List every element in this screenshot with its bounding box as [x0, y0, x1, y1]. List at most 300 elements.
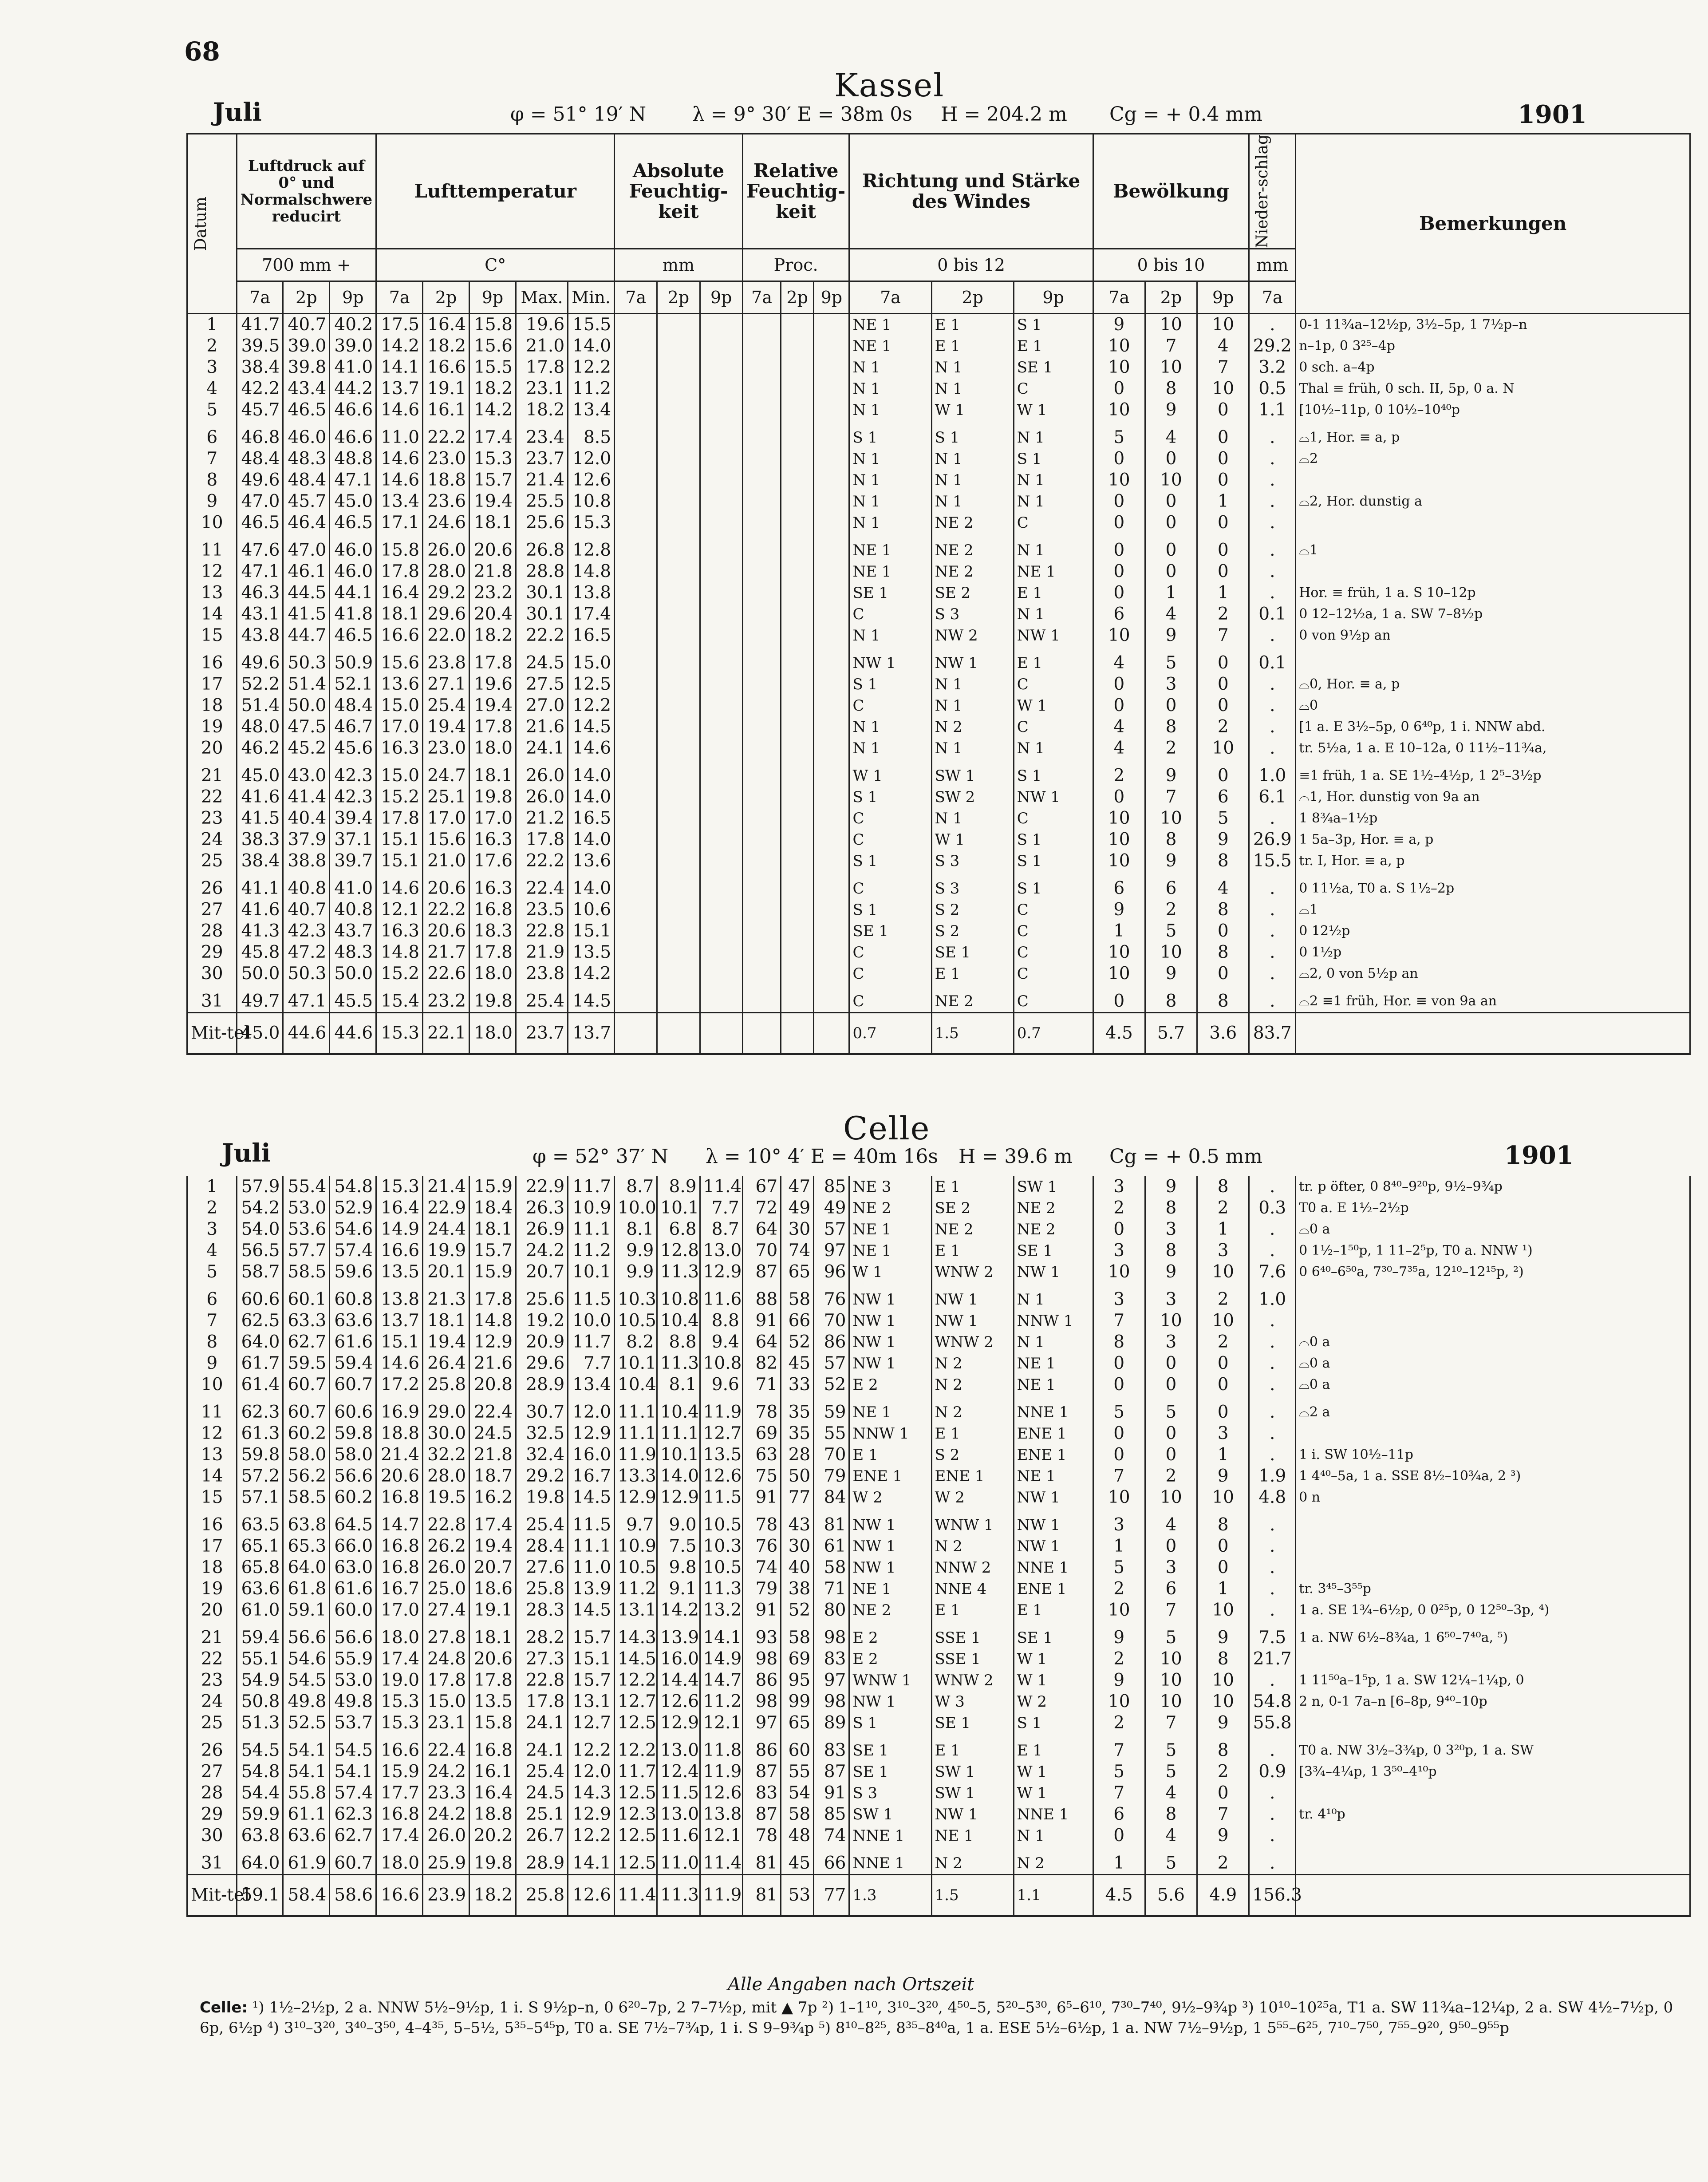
- table-cell: 8: [187, 1332, 237, 1353]
- table-cell: 83.7: [1249, 1012, 1296, 1054]
- table-cell: 8: [1197, 899, 1249, 921]
- table-cell: [814, 427, 849, 448]
- table-cell: 15.3: [568, 512, 615, 534]
- gap-cell: [330, 984, 376, 991]
- table-cell: 14: [187, 604, 237, 625]
- table-cell: 17.8: [376, 808, 423, 829]
- table-cell: 63: [742, 1444, 781, 1466]
- table-cell: n–1p, 0 3²⁵–4p: [1296, 336, 1690, 357]
- table-cell: 20.6: [376, 1466, 423, 1487]
- table-cell: E 2: [849, 1648, 931, 1670]
- table-cell: 2: [1145, 1466, 1197, 1487]
- gap-cell: [931, 646, 1014, 652]
- table-cell: 24.6: [423, 512, 469, 534]
- table-cell: 1: [1197, 582, 1249, 604]
- table-row: [187, 1261, 1690, 1283]
- gap-cell: [330, 421, 376, 427]
- table-cell: [742, 378, 781, 399]
- table-cell: [814, 512, 849, 534]
- table-cell: [615, 652, 657, 674]
- celle-station-title: Celle: [843, 1110, 931, 1147]
- table-row: [187, 1578, 1690, 1600]
- table-cell: 9: [1197, 1825, 1249, 1846]
- table-cell: 40.4: [283, 808, 330, 829]
- table-cell: 20: [187, 1600, 237, 1621]
- table-cell: 10: [1093, 470, 1145, 491]
- table-cell: 63.6: [283, 1825, 330, 1846]
- table-cell: 57: [814, 1219, 849, 1240]
- table-cell: 54.5: [330, 1740, 376, 1761]
- table-cell: 25: [187, 1712, 237, 1734]
- row-gap: [187, 421, 1690, 427]
- table-cell: 40.7: [283, 899, 330, 921]
- table-cell: 99: [781, 1691, 814, 1712]
- table-cell: [781, 652, 814, 674]
- table-cell: W 1: [1014, 1648, 1093, 1670]
- table-cell: 16.4: [376, 582, 423, 604]
- table-cell: 23.8: [516, 963, 568, 984]
- table-cell: 15.1: [376, 850, 423, 872]
- table-cell: 83: [742, 1783, 781, 1804]
- table-cell: S 1: [1014, 765, 1093, 787]
- table-cell: 81: [742, 1853, 781, 1875]
- datum-header: Datum: [187, 134, 237, 314]
- gap-cell: [283, 421, 330, 427]
- table-cell: 86: [742, 1670, 781, 1691]
- table-cell: 56.6: [283, 1627, 330, 1648]
- table-cell: 27.1: [423, 674, 469, 695]
- table-cell: .: [1249, 921, 1296, 942]
- table-cell: 14.5: [615, 1648, 657, 1670]
- table-row: [187, 738, 1690, 759]
- celle-month: Juli: [222, 1138, 271, 1168]
- table-cell: 0: [1197, 963, 1249, 984]
- table-cell: 8: [1145, 1240, 1197, 1261]
- table-cell: 8: [1197, 942, 1249, 963]
- row-gap: [187, 872, 1690, 878]
- table-cell: 71: [814, 1578, 849, 1600]
- gap-cell: [814, 1621, 849, 1627]
- table-cell: S 1: [849, 787, 931, 808]
- table-cell: 10: [1145, 1670, 1197, 1691]
- table-cell: [781, 427, 814, 448]
- table-cell: ≡1 früh, 1 a. SE 1½–4½p, 1 2⁵–3½p: [1296, 765, 1690, 787]
- table-cell: 58: [781, 1804, 814, 1825]
- table-cell: 60.8: [330, 1289, 376, 1310]
- table-cell: 17.0: [376, 1600, 423, 1621]
- gap-cell: [849, 421, 931, 427]
- table-cell: [742, 787, 781, 808]
- table-cell: 42.3: [283, 921, 330, 942]
- table-cell: 28.0: [423, 561, 469, 582]
- gap-cell: [700, 1846, 742, 1853]
- table-cell: 10: [1197, 1670, 1249, 1691]
- table-cell: 61.0: [237, 1600, 283, 1621]
- table-cell: 9.0: [657, 1514, 700, 1536]
- table-cell: 17.8: [469, 942, 516, 963]
- table-row: [187, 1374, 1690, 1395]
- table-cell: 0.7: [1014, 1012, 1093, 1054]
- table-cell: 14.2: [657, 1600, 700, 1621]
- table-cell: 39.8: [283, 357, 330, 378]
- gap-cell: [1093, 1734, 1145, 1740]
- table-cell: .: [1249, 1536, 1296, 1557]
- table-cell: 54.1: [330, 1761, 376, 1783]
- table-cell: 16.4: [469, 1783, 516, 1804]
- table-cell: 49.6: [237, 652, 283, 674]
- table-row: [187, 1423, 1690, 1444]
- table-cell: ⌓1: [1296, 899, 1690, 921]
- table-cell: .: [1249, 1176, 1296, 1198]
- col-2p: 2p: [657, 281, 700, 313]
- table-cell: 21.9: [516, 942, 568, 963]
- table-cell: 1 a. NW 6½–8¾a, 1 6⁵⁰–7⁴⁰a, ⁵): [1296, 1627, 1690, 1648]
- table-cell: 11.4: [700, 1853, 742, 1875]
- table-cell: 15.1: [376, 1332, 423, 1353]
- gap-cell: [1296, 1283, 1690, 1289]
- table-cell: 55: [814, 1423, 849, 1444]
- gap-cell: [283, 646, 330, 652]
- table-cell: 10: [1093, 1487, 1145, 1508]
- table-cell: SSE 1: [931, 1627, 1014, 1648]
- gap-cell: [1249, 534, 1296, 540]
- table-cell: 21.4: [423, 1176, 469, 1198]
- table-cell: 14.6: [376, 448, 423, 470]
- table-cell: 2: [1197, 604, 1249, 625]
- table-cell: 43.4: [283, 378, 330, 399]
- gap-cell: [568, 1395, 615, 1402]
- table-cell: 22: [187, 787, 237, 808]
- table-cell: 12.8: [568, 540, 615, 561]
- gap-cell: [615, 1846, 657, 1853]
- gap-cell: [1249, 1734, 1296, 1740]
- gap-cell: [742, 534, 781, 540]
- table-cell: 16.2: [469, 1487, 516, 1508]
- table-cell: 0: [1145, 1374, 1197, 1395]
- gap-cell: [814, 1508, 849, 1514]
- table-cell: 23.1: [423, 1712, 469, 1734]
- table-cell: 0: [1197, 448, 1249, 470]
- table-cell: 14.5: [568, 1487, 615, 1508]
- table-cell: 59.8: [330, 1423, 376, 1444]
- table-cell: 0: [1197, 921, 1249, 942]
- table-cell: [657, 512, 700, 534]
- table-cell: 39.0: [283, 336, 330, 357]
- gap-cell: [1093, 1283, 1145, 1289]
- col-2p: 2p: [931, 281, 1014, 313]
- table-cell: 16.6: [423, 357, 469, 378]
- table-cell: 24.5: [516, 652, 568, 674]
- table-cell: .: [1249, 448, 1296, 470]
- table-cell: NE 2: [849, 1600, 931, 1621]
- table-cell: 14.1: [376, 357, 423, 378]
- table-cell: 18.7: [469, 1466, 516, 1487]
- table-cell: E 1: [931, 336, 1014, 357]
- table-cell: ⌓0 a: [1296, 1353, 1690, 1374]
- col-7a: 7a: [1249, 281, 1296, 313]
- table-cell: 79: [814, 1466, 849, 1487]
- gap-cell: [657, 1508, 700, 1514]
- table-cell: .: [1249, 695, 1296, 716]
- gap-cell: [1197, 1846, 1249, 1853]
- table-cell: [615, 604, 657, 625]
- table-cell: 22.6: [423, 963, 469, 984]
- table-cell: 4.5: [1093, 1012, 1145, 1054]
- table-cell: 18.0: [376, 1853, 423, 1875]
- table-cell: 17: [187, 674, 237, 695]
- gap-cell: [1197, 1734, 1249, 1740]
- table-cell: 19.6: [469, 674, 516, 695]
- table-cell: 37.1: [330, 829, 376, 850]
- table-cell: 10.0: [568, 1310, 615, 1332]
- table-cell: 15.8: [469, 1712, 516, 1734]
- table-row: [187, 1627, 1690, 1648]
- table-cell: 18.1: [469, 512, 516, 534]
- table-cell: 0 n: [1296, 1487, 1690, 1508]
- table-cell: 13.7: [376, 1310, 423, 1332]
- table-cell: 95: [781, 1670, 814, 1691]
- table-cell: 10.9: [568, 1198, 615, 1219]
- gap-cell: [283, 1846, 330, 1853]
- col-max: Max.: [516, 281, 568, 313]
- table-cell: 0: [1145, 1536, 1197, 1557]
- gap-cell: [781, 872, 814, 878]
- table-cell: .: [1249, 625, 1296, 646]
- table-cell: 56.2: [283, 1466, 330, 1487]
- gap-cell: [1296, 1395, 1690, 1402]
- gap-cell: [330, 1395, 376, 1402]
- table-cell: 18: [187, 695, 237, 716]
- gap-cell: [469, 421, 516, 427]
- table-row: [187, 1691, 1690, 1712]
- table-cell: [814, 963, 849, 984]
- table-cell: 4: [187, 1240, 237, 1261]
- gap-cell: [700, 534, 742, 540]
- table-cell: [781, 850, 814, 872]
- table-cell: 15.7: [469, 1240, 516, 1261]
- gap-cell: [1197, 1395, 1249, 1402]
- table-cell: 23: [187, 808, 237, 829]
- table-cell: 50: [781, 1466, 814, 1487]
- table-cell: 17.4: [568, 604, 615, 625]
- table-cell: 23.7: [516, 448, 568, 470]
- table-cell: N 2: [931, 716, 1014, 738]
- table-cell: 1 8¾a–1½p: [1296, 808, 1690, 829]
- table-cell: 12.6: [700, 1466, 742, 1487]
- table-cell: 45: [781, 1353, 814, 1374]
- row-gap: [187, 1283, 1690, 1289]
- table-cell: 0: [1093, 582, 1145, 604]
- table-cell: 19.1: [423, 378, 469, 399]
- table-cell: 45.7: [283, 491, 330, 512]
- table-cell: 46.8: [237, 427, 283, 448]
- gap-cell: [1145, 1734, 1197, 1740]
- table-cell: 0: [1145, 540, 1197, 561]
- table-cell: W 1: [849, 1261, 931, 1283]
- table-cell: W 1: [849, 765, 931, 787]
- table-row: [187, 378, 1690, 399]
- gap-cell: [700, 1508, 742, 1514]
- table-cell: 5: [187, 399, 237, 421]
- table-cell: 1.1: [1249, 399, 1296, 421]
- table-row: [187, 313, 1690, 336]
- table-cell: [657, 808, 700, 829]
- table-cell: 45.0: [237, 1012, 283, 1054]
- table-cell: 41.0: [330, 357, 376, 378]
- celle-longitude: λ = 10° 4′ E = 40m 16s: [706, 1145, 938, 1168]
- table-cell: 18.0: [469, 1012, 516, 1054]
- table-cell: 10.5: [615, 1310, 657, 1332]
- table-cell: 0: [1197, 540, 1249, 561]
- table-cell: 12.9: [615, 1487, 657, 1508]
- gap-cell: [1296, 759, 1690, 765]
- table-cell: 50.3: [283, 963, 330, 984]
- table-cell: 5: [1145, 1402, 1197, 1423]
- gap-cell: [1093, 421, 1145, 427]
- table-cell: 13.7: [376, 378, 423, 399]
- gap-cell: [781, 534, 814, 540]
- table-cell: [781, 878, 814, 899]
- table-cell: 5: [1145, 652, 1197, 674]
- table-cell: NW 1: [1014, 1536, 1093, 1557]
- table-cell: 8: [1197, 1176, 1249, 1198]
- gap-cell: [742, 646, 781, 652]
- table-cell: [700, 850, 742, 872]
- table-cell: 49: [814, 1198, 849, 1219]
- table-cell: NE 1: [931, 1825, 1014, 1846]
- table-cell: W 1: [931, 829, 1014, 850]
- table-cell: NE 2: [849, 1198, 931, 1219]
- gap-cell: [849, 1508, 931, 1514]
- table-cell: 12.6: [700, 1783, 742, 1804]
- table-cell: 20.7: [516, 1261, 568, 1283]
- table-cell: 97: [742, 1712, 781, 1734]
- gap-cell: [187, 1621, 237, 1627]
- table-cell: 21.0: [516, 336, 568, 357]
- table-cell: SW 1: [931, 1761, 1014, 1783]
- table-cell: NE 1: [1014, 1353, 1093, 1374]
- table-cell: C: [849, 829, 931, 850]
- table-cell: 27.3: [516, 1648, 568, 1670]
- gap-cell: [742, 1283, 781, 1289]
- table-cell: 86: [814, 1332, 849, 1353]
- gap-cell: [423, 1846, 469, 1853]
- table-cell: 9: [1145, 850, 1197, 872]
- table-cell: 20.8: [469, 1374, 516, 1395]
- table-cell: 0.9: [1249, 1761, 1296, 1783]
- table-cell: [657, 491, 700, 512]
- table-cell: 10: [1145, 808, 1197, 829]
- table-cell: [615, 625, 657, 646]
- table-cell: 7: [187, 1310, 237, 1332]
- gap-cell: [615, 421, 657, 427]
- table-cell: 8: [1093, 1332, 1145, 1353]
- gap-cell: [1249, 421, 1296, 427]
- gap-cell: [187, 1846, 237, 1853]
- table-cell: 11.5: [568, 1289, 615, 1310]
- kassel-longitude: λ = 9° 30′ E = 38m 0s: [692, 103, 912, 126]
- table-cell: 9: [1093, 313, 1145, 336]
- table-cell: 12.2: [568, 357, 615, 378]
- nieder-unit: mm: [1249, 249, 1296, 281]
- table-cell: .: [1249, 1240, 1296, 1261]
- table-cell: 61.7: [237, 1353, 283, 1374]
- table-cell: 12.5: [615, 1712, 657, 1734]
- table-cell: [814, 899, 849, 921]
- table-cell: 55: [781, 1761, 814, 1783]
- table-cell: SE 2: [931, 1198, 1014, 1219]
- gap-cell: [283, 534, 330, 540]
- table-cell: 0: [1093, 540, 1145, 561]
- table-cell: [781, 357, 814, 378]
- table-cell: 3: [1093, 1176, 1145, 1198]
- table-cell: 25.4: [423, 695, 469, 716]
- table-cell: 66.0: [330, 1536, 376, 1557]
- table-cell: [742, 899, 781, 921]
- table-cell: 44.2: [330, 378, 376, 399]
- table-cell: 18.4: [469, 1198, 516, 1219]
- table-cell: 8: [1197, 1514, 1249, 1536]
- table-cell: 26.3: [516, 1198, 568, 1219]
- table-cell: 1: [1093, 921, 1145, 942]
- time-note: Alle Angaben nach Ortszeit: [728, 1974, 974, 1995]
- table-cell: 12.2: [568, 695, 615, 716]
- table-cell: 0: [1197, 1783, 1249, 1804]
- table-cell: [700, 695, 742, 716]
- table-cell: [781, 808, 814, 829]
- table-cell: 24.8: [423, 1648, 469, 1670]
- gap-cell: [700, 421, 742, 427]
- table-cell: 11.4: [615, 1875, 657, 1917]
- table-row: [187, 787, 1690, 808]
- table-cell: [814, 448, 849, 470]
- table-cell: [615, 716, 657, 738]
- table-cell: S 1: [849, 899, 931, 921]
- table-cell: [700, 963, 742, 984]
- table-cell: 24.2: [516, 1240, 568, 1261]
- table-cell: 13.8: [568, 582, 615, 604]
- table-cell: 23.0: [423, 448, 469, 470]
- table-cell: 77: [814, 1875, 849, 1917]
- gap-cell: [237, 1621, 283, 1627]
- table-cell: SE 1: [931, 1712, 1014, 1734]
- table-cell: 2 n, 0-1 7a–n [6–8p, 9⁴⁰–10p: [1296, 1691, 1690, 1712]
- table-cell: ⌓0 a: [1296, 1332, 1690, 1353]
- table-cell: [657, 604, 700, 625]
- table-cell: [657, 582, 700, 604]
- gap-cell: [1197, 759, 1249, 765]
- table-cell: 14.2: [376, 336, 423, 357]
- table-cell: 54.6: [330, 1219, 376, 1240]
- table-cell: 7: [1145, 1712, 1197, 1734]
- gap-cell: [423, 1508, 469, 1514]
- table-cell: 9.9: [615, 1261, 657, 1283]
- table-cell: 56.6: [330, 1627, 376, 1648]
- table-cell: 0: [1145, 491, 1197, 512]
- table-row: [187, 765, 1690, 787]
- table-cell: C: [1014, 921, 1093, 942]
- table-cell: 11.1: [568, 1536, 615, 1557]
- table-cell: 6: [1197, 787, 1249, 808]
- table-cell: 25.4: [516, 991, 568, 1013]
- table-cell: 1 5a–3p, Hor. ≡ a, p: [1296, 829, 1690, 850]
- table-cell: 21.2: [516, 808, 568, 829]
- gap-cell: [187, 1508, 237, 1514]
- gap-cell: [1197, 534, 1249, 540]
- table-cell: [814, 738, 849, 759]
- table-cell: 48.4: [330, 695, 376, 716]
- table-cell: N 1: [849, 448, 931, 470]
